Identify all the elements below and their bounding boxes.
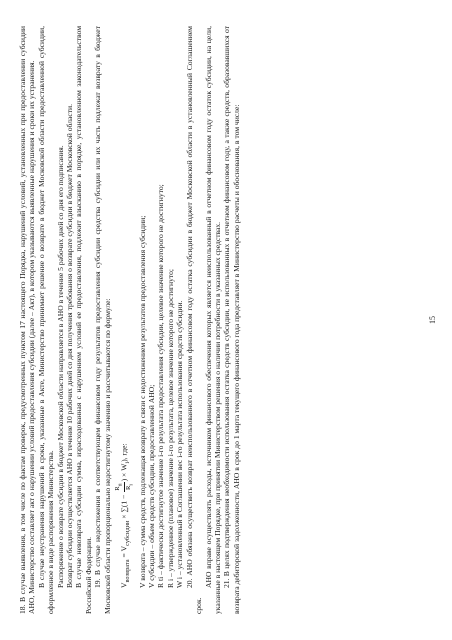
formula-weight-sub: i bbox=[124, 461, 132, 464]
definition-v-subsidy: V субсидии – объем средств субсидии, предоставленной АНО; bbox=[147, 384, 157, 588]
paragraph-20-expenses: АНО вправе осуществлять расходы, источником финансового обеспечения которых является неиспользованный в отчетном финансовом году остаток субсидии, на цели, указанные в настоящем Порядке, при принятии Министерством решения о наличии потребности в указанных средствах. bbox=[203, 26, 222, 614]
paragraph-20: 20. АНО обязана осуществить возврат неиспользованного в отчетном финансовом году остатка субсидии в бюджет Московской области в установленный Соглашением срок. bbox=[184, 26, 204, 614]
numerator-symbol: R bbox=[114, 486, 122, 491]
formula-fraction bbox=[114, 482, 136, 491]
definition-r-ti: R ti – фактически достигнутое значение i-го результата предоставления субсидии, целевое значение которого не достигнуто; bbox=[156, 184, 166, 588]
formula-lhs-sub: возврата bbox=[124, 559, 132, 583]
paragraph-18: 18. В случае выявления, в том числе по фактам проверок, предусмотренных пунктом 17 настоящего Порядка, нарушений условий, установленных при предоставлении субсидии АНО, Министерство составляет акт о нарушении условий предоставления субсидии (далее – Акт), в котором указываются выявленные нарушения и сроки их устранения. bbox=[18, 26, 37, 614]
document-body bbox=[18, 26, 418, 614]
formula-lhs: V bbox=[119, 582, 129, 588]
definition-v-return: V возврата – сумма средств, подлежащая возврату в связи с недостижением результатов предоставления субсидии; bbox=[137, 215, 147, 588]
formula-eq-sub: субсидии bbox=[124, 520, 132, 546]
paragraph-18-return: Возврат субсидии осуществляется АНО в течение 10 рабочих дней со дня получения требования о возврате субсидии в бюджет Московской области. bbox=[65, 103, 75, 588]
page-number: 15 bbox=[428, 316, 437, 324]
formula-eq: = V bbox=[119, 545, 129, 560]
numerator-sub: ti bbox=[117, 483, 124, 487]
paragraph-18-non-elimination: В случае неустранения нарушений в сроки, указанные в Акте, Министерство принимает решение о возврате в бюджет Московской области предоставленной субсидии, оформленное в виде распоряжения Министерства. bbox=[36, 26, 56, 614]
refund-formula bbox=[114, 26, 136, 588]
paragraph-18-recovery: В случае невозврата субсидии сумма, израсходованная с нарушением условий ее предоставления, подлежит взысканию в порядке, установленном законодательством Российской Федерации. bbox=[74, 26, 93, 614]
formula-denominator bbox=[125, 482, 135, 491]
definition-r-i: R i – утвержденное (плановое) значение i-го результата, целевое значение которого не достигнуто; bbox=[165, 268, 175, 588]
paragraph-21: 21. В целях подтверждения необходимости использования остатка средств субсидии, не использованных в отчетном финансовом году, а также средств, образовавшихся от возврата дебиторской задолженности, АНО в срок до 1 марта текущего финансового года представляет в Министерство расчеты и обоснования, в том числе: bbox=[222, 26, 241, 614]
denominator-symbol: R bbox=[125, 485, 133, 490]
formula-tail: ), где: bbox=[119, 443, 129, 462]
definition-w-i: W i – установленный в Соглашении вес i-го результата использования средств субсидии. bbox=[175, 300, 185, 588]
formula-weight: ) × W bbox=[119, 463, 129, 482]
formula-numerator bbox=[114, 482, 125, 491]
paragraph-18-order-sending: Распоряжение о возврате субсидии в бюджет Московской области направляется в АНО в течение 5 рабочих дней со дня его подписания. bbox=[55, 145, 65, 588]
denominator-sub: i bbox=[128, 484, 135, 486]
formula-sum: × ∑(1 − bbox=[119, 492, 129, 521]
paragraph-19: 19. В случае недостижения в соответствующем финансовом году результатов предоставления субсидии средства субсидии или их часть подлежат возврату в бюджет Московской области пропорционально недостигнутому значению и рассчитываются по формуле: bbox=[93, 26, 112, 614]
